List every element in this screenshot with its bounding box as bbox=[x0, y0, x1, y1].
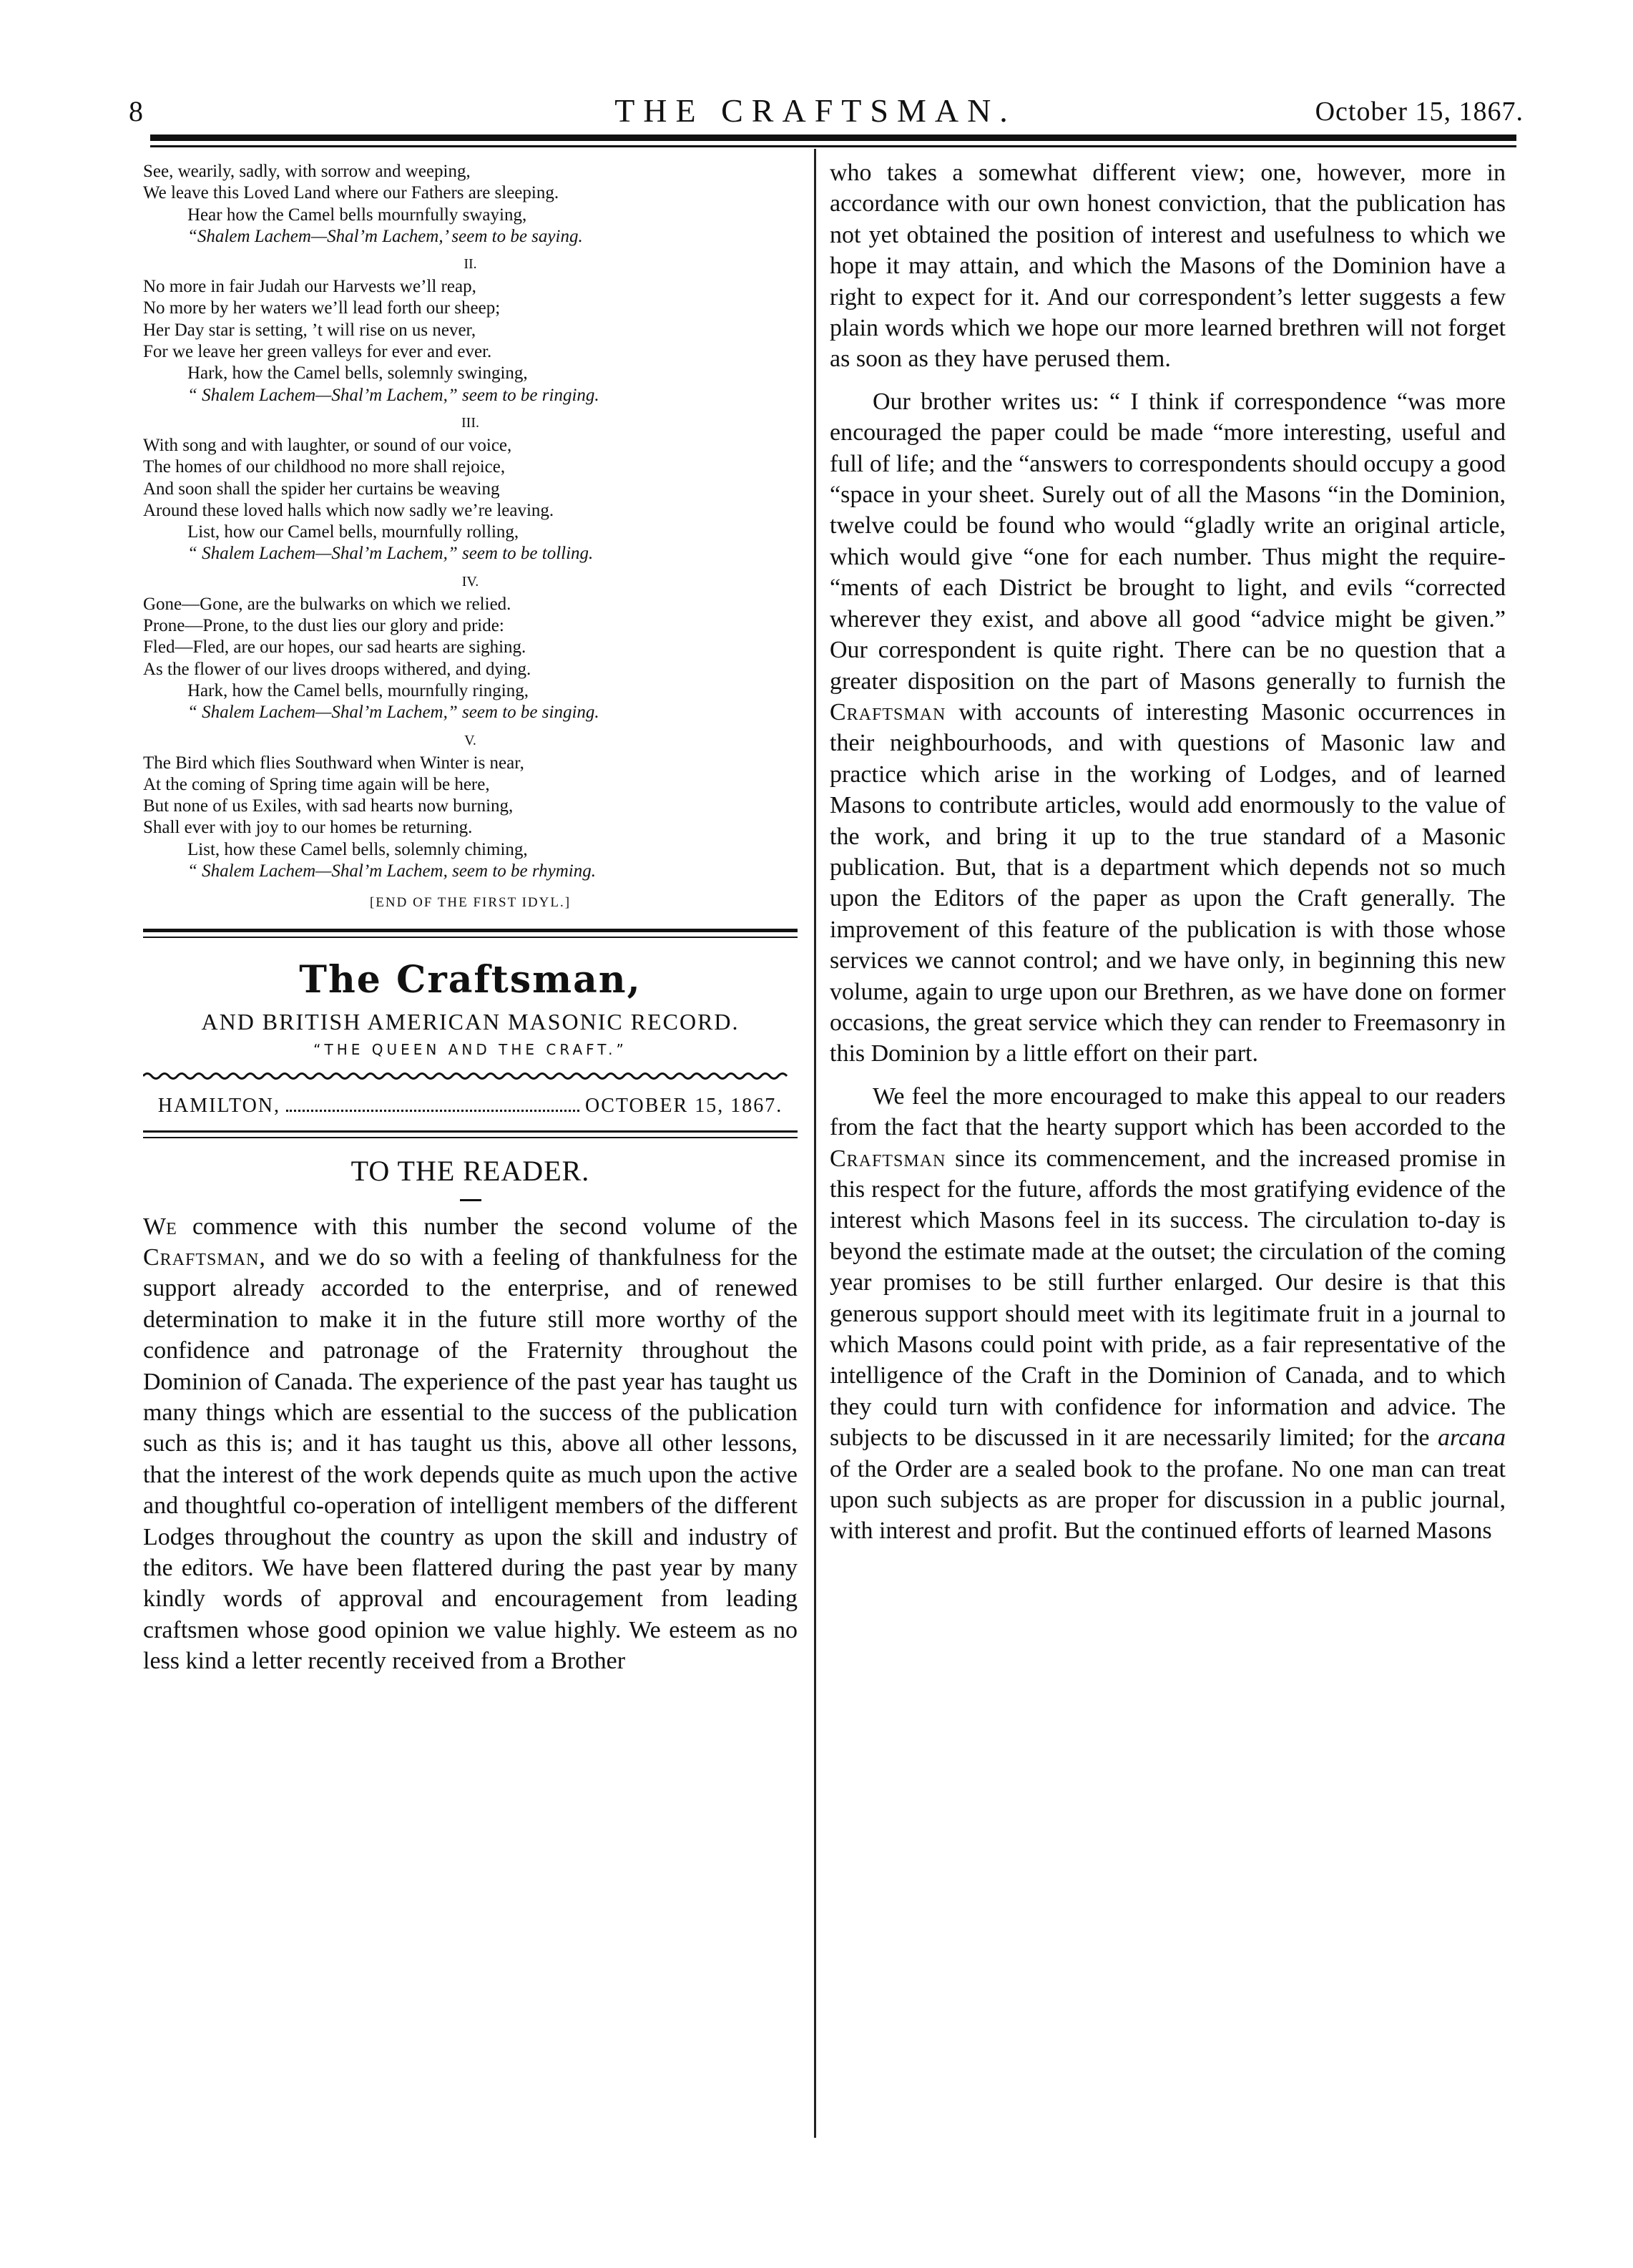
stanza-number: IV. bbox=[461, 573, 479, 590]
poem-line: Fled—Fled, are our hopes, our sad hearts are sighing. bbox=[143, 637, 526, 658]
poem-line: For we leave her green valleys for ever and ever. bbox=[143, 342, 492, 362]
italic-term: arcana bbox=[1437, 1424, 1506, 1452]
article-title: TO THE READER. bbox=[350, 1154, 590, 1187]
paragraph bbox=[830, 1081, 1506, 1547]
poem-line: “ Shalem Lachem—Shal’m Lachem,” seem to be ringing. bbox=[187, 385, 599, 405]
poem-line: With song and with laughter, or sound of our voice, bbox=[143, 435, 512, 455]
masthead-subtitle: AND BRITISH AMERICAN MASONIC RECORD. bbox=[201, 1008, 740, 1035]
paragraph bbox=[830, 386, 1506, 1070]
dateline-rule-thin bbox=[143, 1137, 798, 1138]
stanza-number: III. bbox=[461, 414, 479, 431]
publication-name: Craftsman bbox=[830, 1145, 946, 1172]
poem-line: “ Shalem Lachem—Shal’m Lachem, seem to be rhyming. bbox=[187, 861, 596, 881]
dateline-place: HAMILTON, bbox=[157, 1094, 281, 1117]
page-header bbox=[107, 89, 1524, 139]
poem bbox=[143, 161, 798, 914]
right-column bbox=[830, 157, 1506, 1547]
poem-line: The homes of our childhood no more shall rejoice, bbox=[143, 457, 506, 477]
text-run: since its commencement, and the increased promise in this respect for the future, affords the most gratifying evidence of the interest which Masons feel in its success. The circulation to-day is beyond the estimate made at the outset; the circulation of the coming year promises to be still further enlarged. Our desire is that this generous support should meet with its legitimate fruit in a journal to which Masons could point with pride, as a fair representative of the intelligence of the Craft in the Dominion of Canada, and to which they could turn with confidence for information and advice. The subjects to be discussed in it are necessarily limited; for the bbox=[830, 1145, 1506, 1452]
poem-stanza bbox=[143, 594, 798, 724]
poem-line: See, wearily, sadly, with sorrow and weeping, bbox=[143, 162, 471, 181]
poem-line: But none of us Exiles, with sad hearts now burning, bbox=[143, 796, 514, 816]
header-rule-thin bbox=[150, 145, 1516, 147]
paragraph: who takes a somewhat different view; one, however, more in accordance with our own honest conviction, that the publication has not yet obtained the position of interest and usefulness to which we hope it may attain, and which the Masons of the Dominion have a right to expect for it. And our correspondent’s letter suggests a few plain words which we hope our more learned brethren will not forget as soon as they have perused them. bbox=[830, 160, 1506, 373]
poem-line: No more in fair Judah our Harvests we’ll reap, bbox=[143, 277, 476, 297]
poem-line: At the coming of Spring time again will be here, bbox=[143, 774, 490, 794]
header-rule bbox=[150, 135, 1516, 141]
dateline-date: OCTOBER 15, 1867. bbox=[585, 1094, 783, 1117]
page-number: 8 bbox=[129, 95, 143, 127]
poem-line: Hark, how the Camel bells, solemnly swinging, bbox=[187, 363, 528, 383]
dateline bbox=[143, 1095, 798, 1118]
left-column bbox=[143, 161, 798, 1677]
masthead-title: The Craftsman, bbox=[299, 957, 642, 1002]
stanza-number: V. bbox=[464, 732, 476, 748]
wavy-ornament bbox=[143, 1070, 798, 1082]
publication-name: Craftsman bbox=[143, 1244, 260, 1271]
poem-line: Her Day star is setting, ’t will rise on us never, bbox=[143, 320, 476, 340]
poem-line: List, how these Camel bells, solemnly chiming, bbox=[187, 839, 528, 859]
masthead-rule-thin bbox=[143, 937, 798, 938]
column-divider bbox=[814, 149, 816, 2138]
text-run: commence with this number the second volume of the bbox=[176, 1213, 798, 1240]
poem-line: List, how our Camel bells, mournfully rolling, bbox=[187, 522, 519, 542]
poem-stanza bbox=[143, 161, 798, 248]
text-run: We feel the more encouraged to make this appeal to our readers from the fact that the hearty support which has been accorded to the bbox=[830, 1082, 1506, 1141]
paragraph bbox=[143, 1211, 798, 1677]
poem-line: As the flower of our lives droops withered, and dying. bbox=[143, 659, 531, 679]
issue-date: October 15, 1867. bbox=[1315, 97, 1524, 127]
article-body-right bbox=[830, 157, 1506, 1547]
poem-line: “ Shalem Lachem—Shal’m Lachem,” seem to be tolling. bbox=[187, 544, 594, 564]
poem-line: Shall ever with joy to our homes be returning. bbox=[143, 818, 473, 838]
poem-line: We leave this Loved Land where our Fathers are sleeping. bbox=[143, 183, 559, 203]
masthead-rule bbox=[143, 929, 798, 932]
poem-line: Gone—Gone, are the bulwarks on which we relied. bbox=[143, 594, 511, 614]
poem-line: Around these loved halls which now sadly we’re leaving. bbox=[143, 500, 554, 520]
text-run: Our brother writes us: “ I think if correspondence “was more encouraged the paper could be made “more interesting, useful and full of life; and the “answers to correspondents should occupy a good “space in your sheet. Surely out of all the Masons “in the Dominion, twelve could be found who would “gladly write an original article, which would give “one for each number. Thus might the require- “ments of each District be brought to light, and evils “corrected wherever they exist, and above all good “advice might be given.” Our correspondent is quite right. There can be no question that a greater disposition on the part of Masons generally to furnish the bbox=[830, 388, 1506, 695]
poem-line: Hark, how the Camel bells, mournfully ringing, bbox=[187, 680, 529, 700]
text-run: of the Order are a sealed book to the profane. No one man can treat upon such subjects as are proper for discussion in a public journal, with interest and profit. But the continued efforts of learned Masons bbox=[830, 1455, 1506, 1545]
poem-line: Hear how the Camel bells mournfully swaying, bbox=[187, 205, 527, 225]
publication-name: Craftsman bbox=[830, 698, 946, 725]
opening-word: We bbox=[143, 1213, 177, 1240]
stanza-number: II. bbox=[464, 256, 477, 273]
running-title: THE CRAFTSMAN. bbox=[614, 92, 1016, 129]
poem-end-note: [END OF THE FIRST IDYL.] bbox=[369, 895, 572, 911]
dateline-leader bbox=[286, 1095, 579, 1112]
article-body-left bbox=[143, 1211, 798, 1677]
poem-line: The Bird which flies Southward when Winter is near, bbox=[143, 753, 524, 773]
title-dash bbox=[460, 1199, 481, 1201]
poem-line: Prone—Prone, to the dust lies our glory and pride: bbox=[143, 616, 504, 636]
poem-line: “ Shalem Lachem—Shal’m Lachem,” seem to be singing. bbox=[187, 703, 599, 723]
poem-line: And soon shall the spider her curtains be weaving bbox=[143, 479, 500, 499]
poem-line: No more by her waters we’ll lead forth our sheep; bbox=[143, 298, 501, 318]
poem-stanza bbox=[143, 276, 798, 406]
poem-line: “Shalem Lachem—Shal’m Lachem,’ seem to be saying. bbox=[187, 226, 583, 246]
dateline-rule bbox=[143, 1130, 798, 1133]
text-run: , and we do so with a feeling of thankfulness for the support already accorded to the enterprise, and of renewed determination to make it in the future still more worthy of the confidence and patronage of the Fraternity throughout the Dominion of Canada. The experience of the past year has taught us many things which are essential to the success of the publication such as this is; and it has taught us this, above all other lessons, that the interest of the work depends quite as much upon the active and thoughtful co-operation of intelligent members of the different Lodges throughout the country as upon the skill and industry of the editors. We have been flattered during the past year by many kindly words of approval and encouragement from leading craftsmen whose good opinion we value highly. We esteem as no less kind a letter recently received from a Brother bbox=[143, 1244, 798, 1675]
text-run: with accounts of interesting Masonic occurrences in their neighbourhoods, and with questions of Masonic law and practice which arise in the working of Lodges, and of learned Masons to contribute articles, would add enormously to the value of the work, and bring it up to the true standard of a Masonic publication. But, that is a department which depends not so much upon the Editors of the paper as upon the Craft generally. The improvement of this feature of the publication is with those whose services we cannot control; and we have only, in beginning this new volume, again to urge upon our Brethren, as we have done on former occasions, the great service which they can render to Freemasonry in this Dominion by a little effort on their part. bbox=[830, 698, 1506, 1067]
poem-stanza bbox=[143, 435, 798, 565]
poem-stanza bbox=[143, 753, 798, 883]
masthead-motto: “THE QUEEN AND THE CRAFT.” bbox=[313, 1040, 627, 1058]
